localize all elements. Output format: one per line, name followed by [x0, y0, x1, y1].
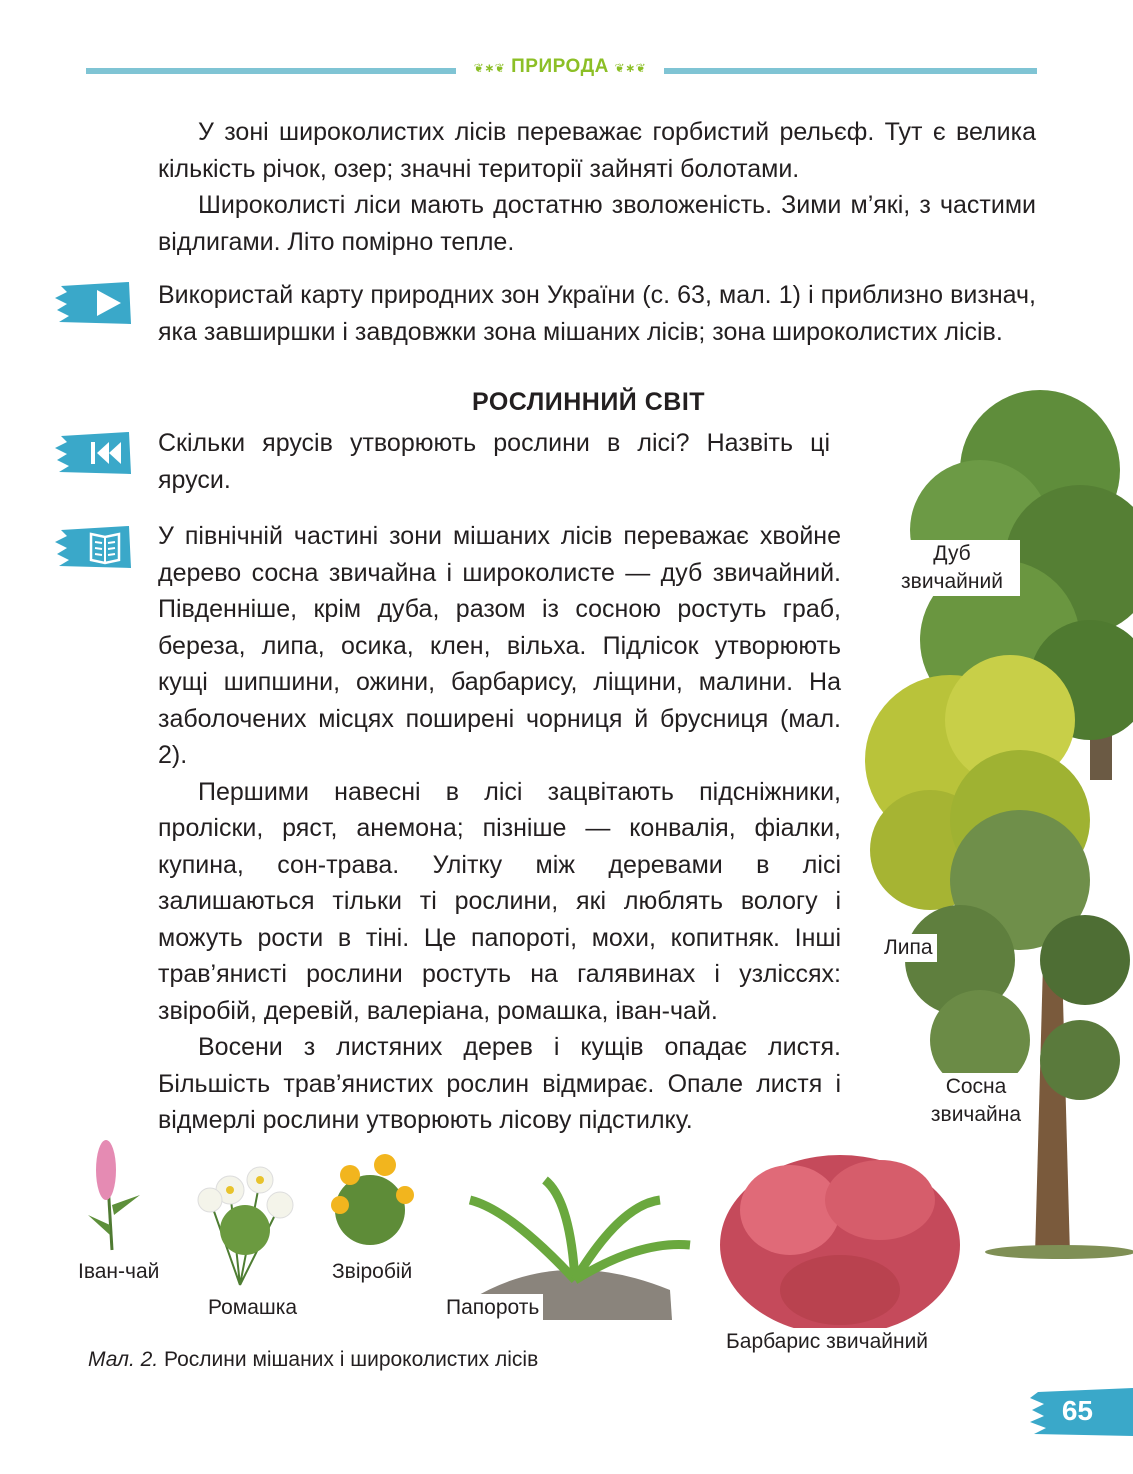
- label-oak-line-1: Дуб: [933, 542, 971, 565]
- figure-caption: [88, 1348, 538, 1372]
- page-number-badge: [1030, 1388, 1133, 1436]
- figure-caption-text: Рослини мішаних і широколистих лісів: [158, 1348, 539, 1371]
- label-oak-line-2: звичайний: [901, 570, 1003, 593]
- label-linden: Липа: [880, 934, 937, 962]
- body-paragraph-1: У північній частині зони мішаних лісів переважає хвойне дерево сосна звичайна і широколисте — дуб звичайний. Південніше, крім дуба, разом із сосною ростуть граб, береза, липа, осика, клен, вільха. Підлісок утворюють кущі шипшини, ожини, барбарису, ліщини, малини. На заболочених місцях поширені чорниця й брусниця (мал. 2).: [158, 522, 841, 769]
- ornament-left-icon: ❦∗❦: [473, 61, 506, 75]
- question-paragraph: Скільки ярусів утворюють рослини в лісі? Назвіть ці яруси.: [158, 429, 830, 494]
- section-title: РОСЛИННИЙ СВІТ: [472, 388, 706, 416]
- label-st-johns-wort: Звіробій: [328, 1258, 416, 1286]
- label-chamomile: Ромашка: [204, 1294, 301, 1322]
- task-paragraph: Використай карту природних зон України (с. 63, мал. 1) і приблизно визнач, яка завширшки і завдовжки зона мішаних лісів; зона широколистих лісів.: [158, 281, 1036, 346]
- body-paragraph-3: Восени з листяних дерев і кущів опадає листя. Більшість трав’янистих рослин відмирає. Опале листя і відмерлі рослини утворюють лісову підстилку.: [158, 1033, 841, 1134]
- page-number: 65: [1061, 1395, 1093, 1426]
- intro-paragraph-2: Широколисті ліси мають достатню зволоженість. Зими м’які, з частими відлигами. Літо помірно тепле.: [158, 191, 1036, 256]
- figure-caption-label: Мал. 2.: [88, 1348, 159, 1371]
- header-title: ПРИРОДА: [511, 56, 609, 77]
- body-paragraph-2: Першими навесні в лісі зацвітають підсніжники, проліски, ряст, анемона; пізніше — конвалія, фіалки, купина, сон-трава. Улітку між деревами в лісі залишаються тільки ті рослини, які люблять вологу і можуть рости в тіні. Це папороті, мохи, копитняк. Інші трав’янисті рослини ростуть на галявинах і узліссях: звіробій, деревій, валеріана, ромашка, іван-чай.: [158, 777, 841, 1025]
- label-pine-line-2: звичайна: [930, 1103, 1022, 1126]
- label-barberry: Барбарис звичайний: [722, 1328, 932, 1356]
- label-fireweed: Іван-чай: [74, 1258, 163, 1286]
- intro-paragraph-1: У зоні широколистих лісів переважає горбистий рельєф. Тут є велика кількість річок, озер; значні території зайняті болотами.: [158, 118, 1036, 183]
- label-pine-line-1: Сосна: [945, 1075, 1007, 1098]
- ornament-right-icon: ❦∗❦: [614, 61, 647, 75]
- label-fern: Папороть: [442, 1294, 543, 1322]
